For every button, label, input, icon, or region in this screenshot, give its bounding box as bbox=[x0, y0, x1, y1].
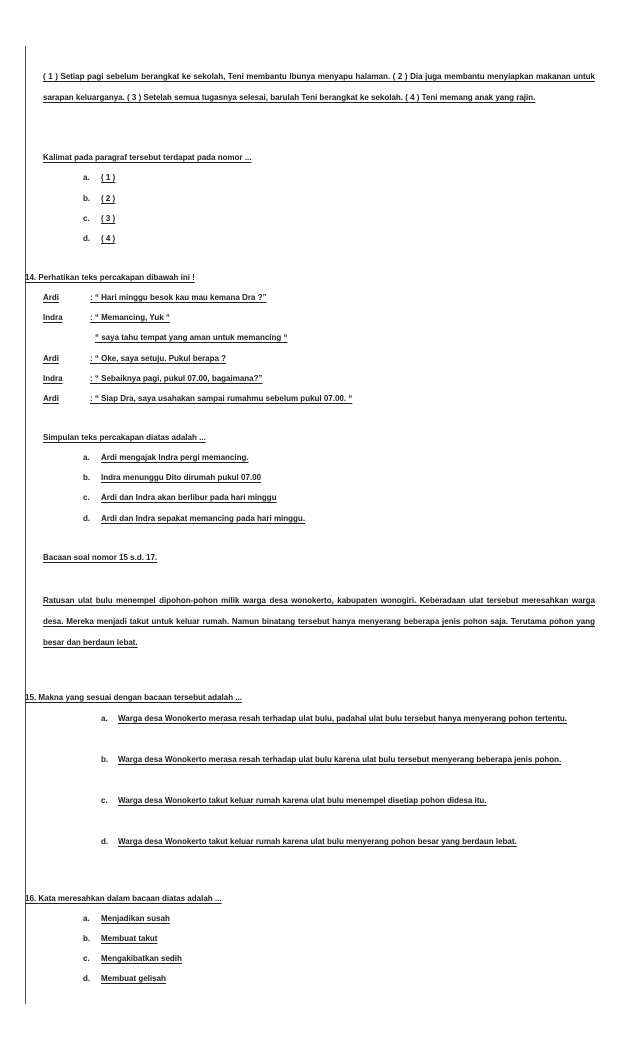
option-text: Indra menunggu Dito dirumah pukul 07.00 bbox=[101, 473, 262, 482]
q16-option-d[interactable] bbox=[83, 974, 166, 983]
option-letter: c. bbox=[83, 954, 90, 963]
intro-option-d[interactable] bbox=[83, 234, 115, 243]
intro-option-b[interactable] bbox=[83, 194, 115, 203]
intro-question: Kalimat pada paragraf tersebut terdapat pada nomor ... bbox=[43, 153, 252, 162]
dialog-line bbox=[90, 333, 288, 342]
q14-option-d[interactable] bbox=[83, 514, 305, 523]
q14-option-a[interactable] bbox=[83, 453, 249, 462]
option-text: ( 3 ) bbox=[101, 214, 116, 223]
option-text: Mengakibatkan sedih bbox=[101, 954, 182, 963]
option-letter: b. bbox=[83, 473, 91, 482]
q16-heading: 16. Kata meresahkan dalam bacaan diatas adalah ... bbox=[25, 894, 222, 903]
q15-option-c[interactable] bbox=[101, 790, 595, 811]
intro-paragraph-text: ( 1 ) Setiap pagi sebelum berangkat ke sekolah, Teni membantu Ibunya menyapu halaman. ( 2 ) Dia juga membantu menyiapkan makanan untuk sarapan keluarganya. ( 3 ) Setelah semua tugasnya selesai, barulah Teni berangkat ke sekolah. ( 4 ) Teni memang anak yang rajin. bbox=[43, 72, 595, 102]
dialog-line: : “ Siap Dra, saya usahakan sampai rumahmu sebelum pukul 07.00. “ bbox=[90, 394, 353, 403]
intro-option-c[interactable] bbox=[83, 214, 115, 223]
option-text: Warga desa Wonokerto merasa resah terhadap ulat bulu, padahal ulat bulu tersebut hanya menyerang pohon tertentu. bbox=[118, 714, 567, 723]
option-text: Membuat gelisah bbox=[101, 974, 166, 983]
option-text: Warga desa Wonokerto merasa resah terhadap ulat bulu karena ulat bulu tersebut menyerang beberapa jenis pohon. bbox=[118, 755, 562, 764]
reading-heading: Bacaan soal nomor 15 s.d. 17. bbox=[43, 553, 158, 562]
dialog-line: : “ Hari minggu besok kau mau kemana Dra ?” bbox=[90, 293, 267, 302]
dialog-speaker: Ardi bbox=[43, 394, 59, 403]
option-letter: b. bbox=[101, 755, 109, 764]
q15-heading: 15. Makna yang sesuai dengan bacaan tersebut adalah ... bbox=[25, 693, 242, 702]
option-letter: d. bbox=[101, 837, 109, 846]
option-text: Warga desa Wonokerto takut keluar rumah karena ulat bulu menempel disetiap pohon didesa itu. bbox=[118, 796, 487, 805]
option-text: Ardi mengajak Indra pergi memancing. bbox=[101, 453, 249, 462]
dialog-line: : “ Sebaiknya pagi, pukul 07.00, bagaimana?” bbox=[90, 374, 263, 383]
option-letter: d. bbox=[83, 514, 91, 523]
q15-option-b[interactable] bbox=[101, 749, 595, 770]
q14-option-c[interactable] bbox=[83, 493, 277, 502]
reading-paragraph-text: Ratusan ulat bulu menempel dipohon-pohon milik warga desa wonokerto, kabupaten wonogiri. Keberadaan ulat tersebut meresahkan warga desa. Mereka menjadi takut untuk keluar rumah. Namun binatang tersebut hanya menyerang beberapa jenis pohon saja. Terutama pohon yang besar dan berdaun lebat. bbox=[43, 596, 595, 647]
intro-option-a[interactable] bbox=[83, 173, 115, 182]
option-text: Ardi dan Indra sepakat memancing pada hari minggu. bbox=[101, 514, 306, 523]
option-letter: b. bbox=[83, 194, 91, 203]
dialog-line: : “ Memancing, Yuk “ bbox=[90, 313, 170, 322]
option-letter: a. bbox=[83, 914, 90, 923]
q15-option-d[interactable] bbox=[101, 831, 595, 852]
q16-option-c[interactable] bbox=[83, 954, 182, 963]
option-text: Warga desa Wonokerto takut keluar rumah karena ulat bulu menyerang pohon besar yang berdaun lebat. bbox=[118, 837, 517, 846]
dialog-line: : “ Oke, saya setuju. Pukul berapa ? bbox=[90, 354, 227, 363]
option-letter: c. bbox=[83, 493, 90, 502]
option-text: Menjadikan susah bbox=[101, 914, 170, 923]
option-letter: a. bbox=[83, 173, 90, 182]
option-text: Membuat takut bbox=[101, 934, 158, 943]
option-letter: d. bbox=[83, 974, 91, 983]
option-text: Ardi dan Indra akan berlibur pada hari minggu bbox=[101, 493, 277, 502]
option-letter: d. bbox=[83, 234, 91, 243]
page-margin-rule bbox=[25, 46, 26, 1004]
q16-option-a[interactable] bbox=[83, 914, 170, 923]
dialog-speaker: Ardi bbox=[43, 293, 59, 302]
q15-option-a[interactable] bbox=[101, 708, 595, 729]
q16-option-b[interactable] bbox=[83, 934, 157, 943]
option-text: ( 4 ) bbox=[101, 234, 116, 243]
dialog-speaker: Ardi bbox=[43, 354, 59, 363]
q14-option-b[interactable] bbox=[83, 473, 261, 482]
q14-question: Simpulan teks percakapan diatas adalah ... bbox=[43, 433, 206, 442]
q14-heading: 14. Perhatikan teks percakapan dibawah ini ! bbox=[25, 273, 195, 282]
dialog-speaker: Indra bbox=[43, 374, 63, 383]
option-letter: c. bbox=[101, 796, 108, 805]
option-letter: a. bbox=[83, 453, 90, 462]
option-text: ( 2 ) bbox=[101, 194, 116, 203]
intro-paragraph bbox=[43, 66, 595, 108]
dialog-speaker: Indra bbox=[43, 313, 63, 322]
dialog-line-text: “ saya tahu tempat yang aman untuk memancing “ bbox=[95, 333, 288, 342]
option-letter: c. bbox=[83, 214, 90, 223]
option-text: ( 1 ) bbox=[101, 173, 116, 182]
option-letter: b. bbox=[83, 934, 91, 943]
reading-paragraph bbox=[43, 590, 595, 653]
option-letter: a. bbox=[101, 714, 108, 723]
